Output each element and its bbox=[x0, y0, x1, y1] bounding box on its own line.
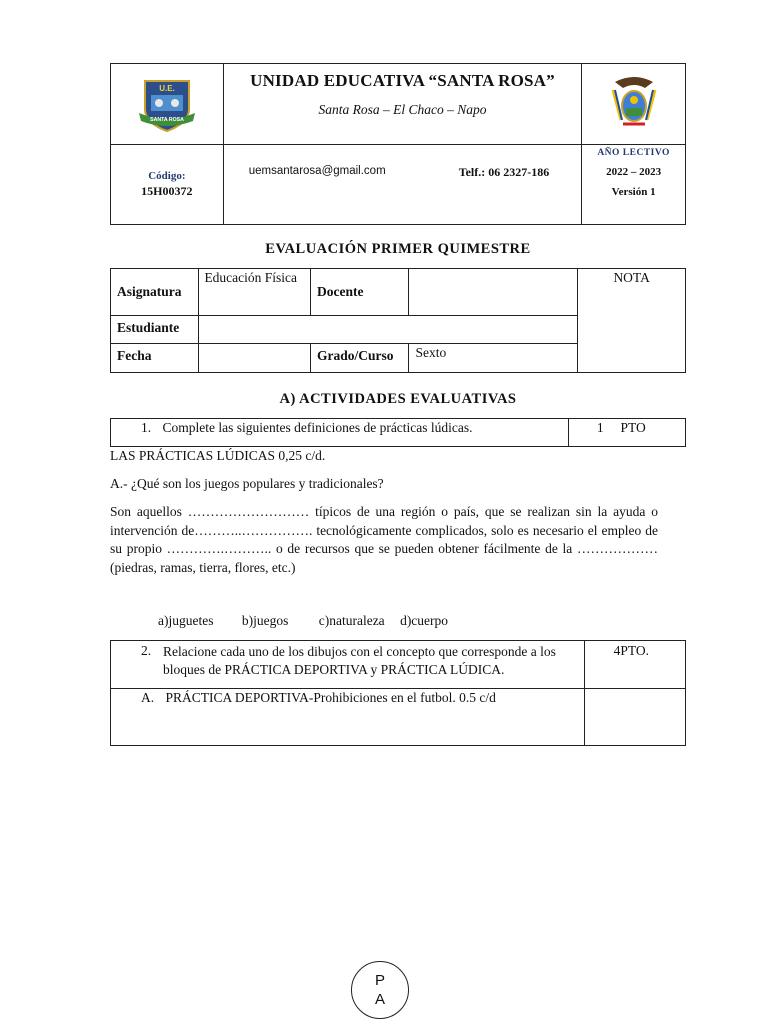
school-name: UNIDAD EDUCATIVA “SANTA ROSA” bbox=[250, 71, 555, 90]
question-1-subtitle: LAS PRÁCTICAS LÚDICAS 0,25 c/d. bbox=[110, 448, 326, 463]
document-version: Versión 1 bbox=[611, 186, 656, 198]
school-logo-cell bbox=[111, 64, 224, 145]
option-d[interactable]: d)cuerpo bbox=[400, 613, 449, 628]
question-1-number: 1. bbox=[141, 420, 152, 435]
school-year-cell bbox=[582, 145, 686, 225]
option-a[interactable]: a)juguetes bbox=[158, 613, 214, 628]
school-logo bbox=[137, 75, 197, 133]
exam-title: EVALUACIÓN PRIMER QUIMESTRE bbox=[265, 241, 531, 257]
question-1-box bbox=[110, 418, 686, 447]
section-title: A) ACTIVIDADES EVALUATIVAS bbox=[279, 391, 517, 407]
school-header bbox=[110, 63, 686, 225]
grade-label: NOTA bbox=[613, 270, 650, 285]
logo-banner-text: SANTA ROSA bbox=[149, 117, 184, 123]
question-1-cell bbox=[111, 419, 569, 447]
school-location: Santa Rosa – El Chaco – Napo bbox=[318, 102, 487, 117]
question-1-points: 1 PTO bbox=[568, 419, 685, 447]
subject-label: Asignatura bbox=[111, 269, 199, 316]
question-1-text: Complete las siguientes definiciones de prácticas lúdicas. bbox=[162, 420, 473, 435]
page-badge bbox=[351, 961, 409, 1019]
school-email: uemsantarosa@gmail.com bbox=[248, 165, 386, 177]
subject-value: Educación Física bbox=[199, 269, 311, 316]
date-field[interactable] bbox=[199, 344, 311, 373]
student-info-table bbox=[110, 268, 686, 373]
question-2-number: 2. bbox=[141, 643, 152, 658]
question-2-sub-points bbox=[584, 689, 685, 746]
question-2-cell bbox=[111, 641, 585, 689]
course-label: Grado/Curso bbox=[310, 344, 409, 373]
national-emblem-icon bbox=[609, 74, 659, 134]
code-value: 15H00372 bbox=[141, 184, 193, 198]
option-c[interactable]: c)naturaleza bbox=[318, 613, 385, 628]
question-2-sub-text: PRÁCTICA DEPORTIVA-Prohibiciones en el futbol. 0.5 c/d bbox=[165, 690, 496, 705]
course-value[interactable]: Sexto bbox=[409, 344, 578, 373]
grade-cell[interactable] bbox=[578, 269, 686, 373]
question-1-options bbox=[158, 613, 448, 629]
national-emblem-cell bbox=[582, 64, 686, 145]
school-title-cell bbox=[223, 64, 582, 145]
school-year-label: AÑO LECTIVO bbox=[597, 148, 670, 158]
question-2-text: Relacione cada uno de los dibujos con el concepto que corresponde a los bloques de PRÁCTICA DEPORTIVA y PRÁCTICA LÚDICA. bbox=[163, 644, 556, 677]
question-1-question: A.- ¿Qué son los juegos populares y tradicionales? bbox=[110, 476, 384, 491]
option-b[interactable]: b)juegos bbox=[241, 613, 289, 628]
question-2-box bbox=[110, 640, 686, 746]
school-year-value: 2022 – 2023 bbox=[606, 166, 662, 178]
question-2-sub-letter: A. bbox=[141, 690, 155, 705]
page-badge-line-2: A bbox=[374, 991, 385, 1008]
student-label: Estudiante bbox=[111, 316, 199, 344]
school-phone: Telf.: 06 2327-186 bbox=[458, 165, 550, 179]
date-label: Fecha bbox=[111, 344, 199, 373]
teacher-label: Docente bbox=[310, 269, 409, 316]
page-badge-line-1: P bbox=[374, 972, 385, 989]
question-1-paragraph: Son aquellos ……………………… típicos de una región o país, que se realizan sin la ayuda o intervención de………..……………. tecnológicamente complicados, solo es necesario el empleo de su propio ………….……….. o de recursos que se pueden obtener fácilmente de la ………………(piedras, ramas, tierra, flores, etc.) bbox=[110, 504, 658, 575]
question-2-points: 4PTO. bbox=[584, 641, 685, 689]
code-cell bbox=[111, 145, 224, 225]
student-field[interactable] bbox=[199, 316, 578, 344]
teacher-field[interactable] bbox=[409, 269, 578, 316]
code-label: Código: bbox=[148, 170, 186, 182]
contact-cell bbox=[223, 145, 582, 225]
logo-text: U.E. bbox=[159, 84, 175, 93]
question-2-sub-cell bbox=[111, 689, 585, 746]
